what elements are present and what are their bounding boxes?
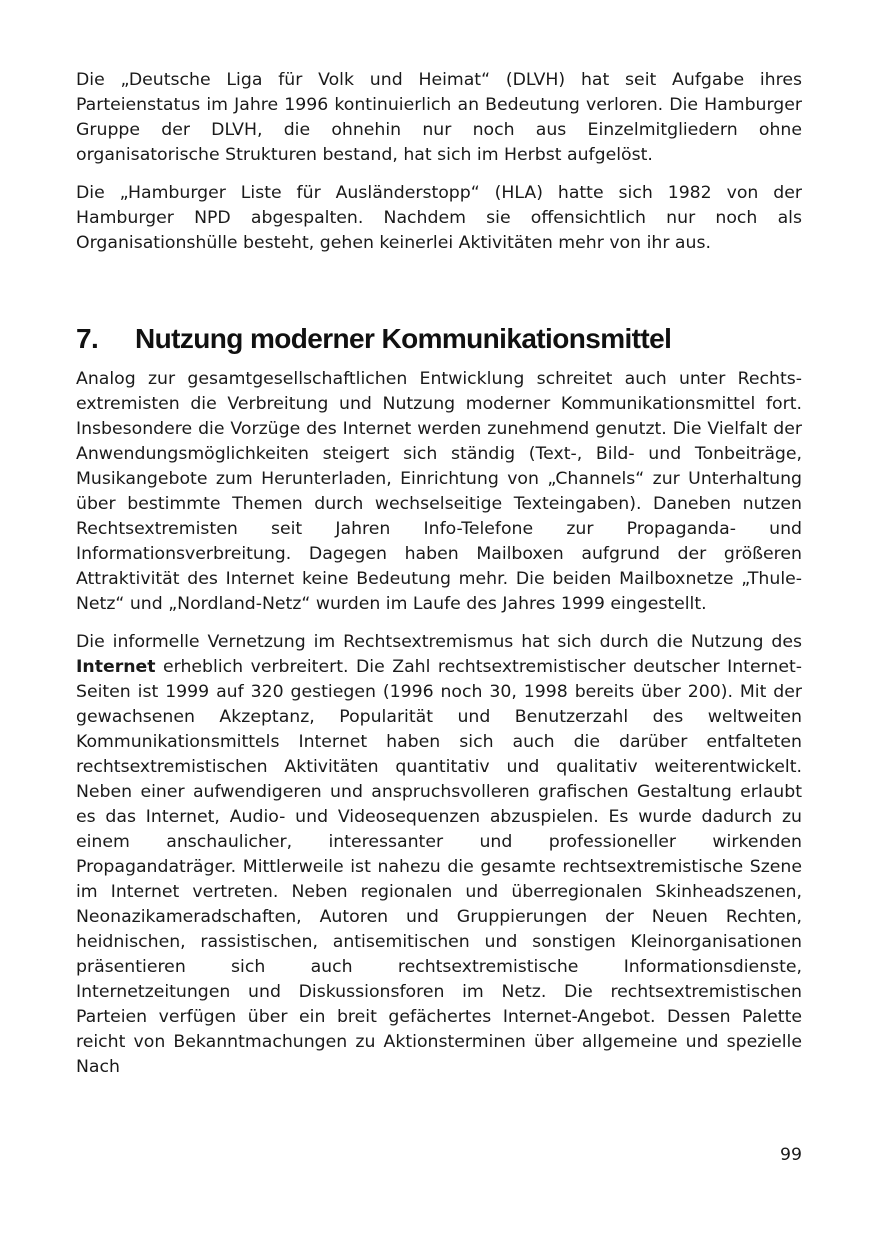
paragraph-internet-text-end: erheblich verbreitert. Die Zahl rechtsextremistischer deutscher Internet-Seiten ist 1999 auf 320 gestiegen (1996 noch 30, 1998 bereits über 200). Mit der gewachsenen Akzeptanz, Popularität und Benutzerzahl des weltweiten Kommunikationsmittels Internet haben sich auch die darüber entfalteten rechtsextremistischen Aktivitäten quantitativ und qualitativ weiterentwickelt. Neben einer aufwendigeren und anspruchsvolleren grafischen Gestaltung erlaubt es das Internet, Audio- und Videosequenzen abzuspielen. Es wurde dadurch zu einem anschaulicher, interessanter und professioneller wirkenden Propagandaträger. Mittlerweile ist nahezu die gesamte rechtsextremistische Szene im Internet vertreten. Neben regionalen und überregionalen Skinheadszenen, Neonazikameradschaften, Autoren und Gruppierungen der Neuen Rechten, heidnischen, rassistischen, antisemitischen und sonstigen Kleinorganisationen präsentieren sich auch rechtsextremistische Informationsdienste, Internetzeitungen und Diskussionsforen im Netz. Die rechtsextremistischen Parteien verfügen über ein breit gefächertes Internet-Angebot. Dessen Palette reicht von Bekanntmachungen zu Aktionsterminen über allgemeine und spezielle Nach (76, 657, 802, 1077)
paragraph-communication-means: Analog zur gesamtgesellschaftlichen Entwicklung schreitet auch unter Rechtsextremisten die Verbreitung und Nutzung moderner Kommunikationsmittel fort. Insbesondere die Vorzüge des Internet werden zunehmend genutzt. Die Vielfalt der Anwendungsmöglichkeiten steigert sich ständig (Text-, Bild- und Tonbeiträge, Musikangebote zum Herunterladen, Einrichtung von „Channels“ zur Unterhaltung über bestimmte Themen durch wechselseitige Texteingaben). Daneben nutzen Rechtsextremisten seit Jahren Info-Telefone zur Propaganda- und Informationsverbreitung. Dagegen haben Mailboxen aufgrund der größeren Attraktivität des Internet keine Bedeutung mehr. Die beiden Mailboxnetze „Thule-Netz“ und „Nordland-Netz“ wurden im Laufe des Jahres 1999 eingestellt. (76, 369, 802, 614)
page-content (76, 68, 802, 1080)
section-number: 7. (76, 323, 99, 354)
section-heading (76, 321, 802, 357)
paragraph-internet-networking (76, 630, 802, 1080)
internet-keyword: Internet (76, 657, 156, 677)
paragraph-hla: Die „Hamburger Liste für Ausländerstopp“ (HLA) hatte sich 1982 von der Hamburger NPD abgespalten. Nachdem sie offensichtlich nur noch als Organisationshülle besteht, gehen keinerlei Aktivitäten mehr von ihr aus. (76, 183, 802, 253)
paragraph-dlvh: Die „Deutsche Liga für Volk und Heimat“ (DLVH) hat seit Aufgabe ihres Parteienstatus im Jahre 1996 kontinuierlich an Bedeutung verloren. Die Hamburger Gruppe der DLVH, die ohnehin nur noch aus Einzelmitgliedern ohne organisatorische Strukturen bestand, hat sich im Herbst aufgelöst. (76, 70, 802, 165)
page-number: 99 (780, 1145, 802, 1165)
section-title: Nutzung moderner Kommunikationsmittel (135, 323, 672, 354)
paragraph-internet-text-start: Die informelle Vernetzung im Rechtsextremismus hat sich durch die Nutzung des (76, 632, 802, 652)
